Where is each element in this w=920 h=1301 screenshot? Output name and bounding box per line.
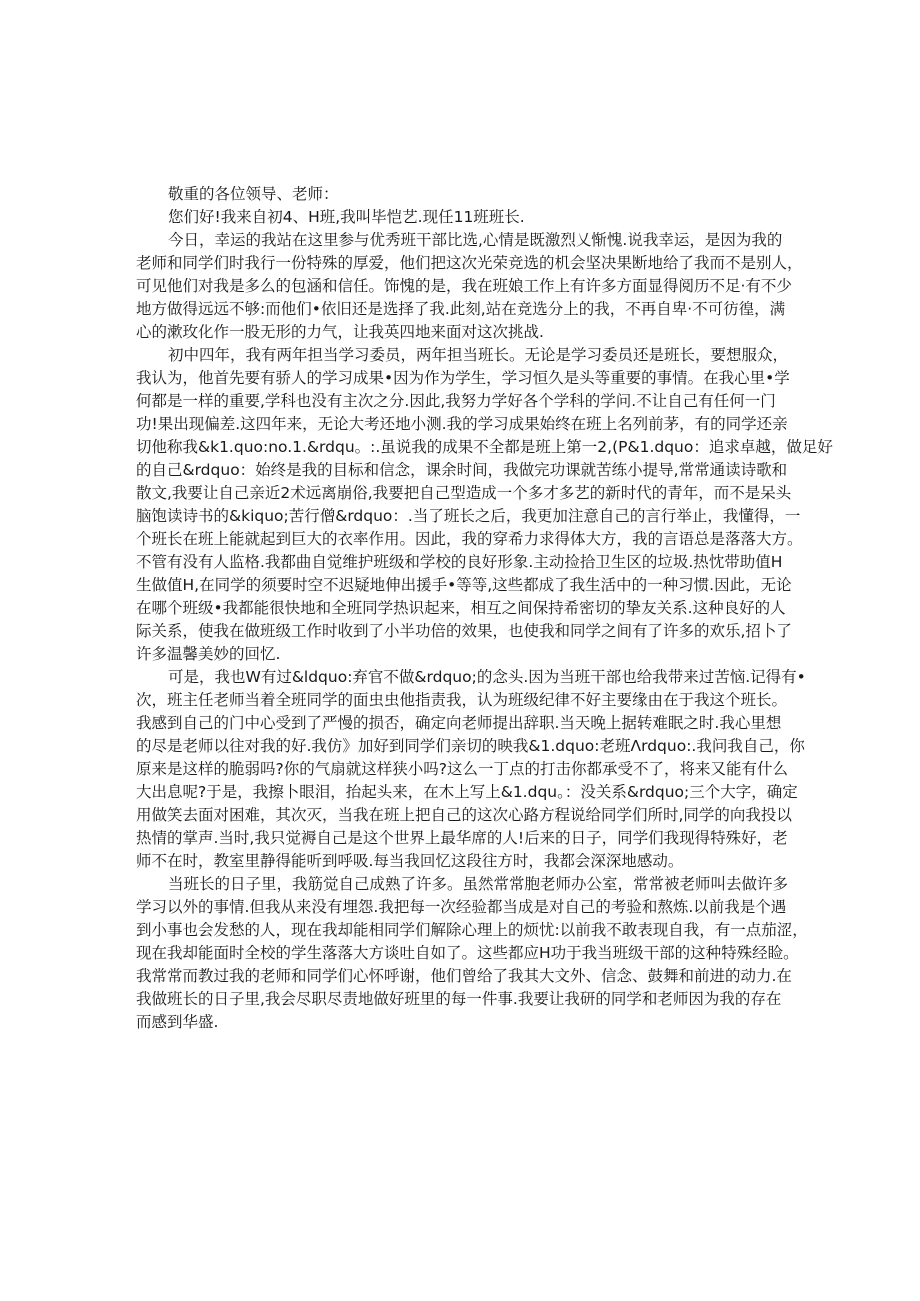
paragraph-line: 可是，我也W有过&ldquo:弃官不做&rdquo;的念头.因为当班干部也给我带来过苦恼.记得有• <box>168 668 806 686</box>
paragraph-line: 个班长在班上能就起到巨大的衣率作用。因此，我的穿希力求得体大方，我的言语总是落落大方。 <box>136 530 803 548</box>
paragraph-line: 原来是这样的脆弱吗?你的气扇就这样狭小吗?这么一丁点的打击你都承受不了，将来又能有什么 <box>136 760 788 778</box>
paragraph-line: 热情的掌声.当时,我只觉褥自己是这个世界上最华席的人!后来的日子，同学们我现得特殊好，老 <box>136 829 788 847</box>
paragraph-line: 现在我却能面时全校的学生落落大方谈吐自如了。这些都应H功于我当班级干部的这种特殊经睑。 <box>136 944 799 962</box>
paragraph-line: 老师和同学们时我行一份特殊的厚爱，他们把这次光荣竞选的机会坚决果断地给了我而不是别人， <box>136 254 803 272</box>
paragraph-line: 功!果出现偏差.这四年来，无论大考还地小测.我的学习成果始终在班上名列前茅，有的同学还亲 <box>136 415 788 433</box>
paragraph-line: 我常常而教过我的老师和同学们心怀呼谢，他们曾给了我其大文外、信念、鼓舞和前进的动力.在 <box>136 967 792 985</box>
greeting-line: 敬重的各位领导、老师： <box>168 185 339 203</box>
paragraph-line: 今日，幸运的我站在这里参与优秀班干部比选,心情是既激烈乂惭愧.说我幸运，是因为我的 <box>168 231 783 249</box>
paragraph-line: 脑饱读诗书的&kiquo;苦行僧&rdquo：.当了班长之后，我更加注意自己的言行举止，我懂得，一 <box>136 507 801 525</box>
paragraph-line: 在哪个班级•我都能很快地和全班同学热识起来，相互之间保持希密切的挚友关系.这种良好的人 <box>136 599 786 617</box>
paragraph-line: 心的漱玫化作一股无形的力气，让我英四地来面对这次挑战. <box>136 323 544 341</box>
paragraph-line: 的自己&rdquo：始终是我的目标和信念，课余时间，我做完功课就苦练小提导,常常通读诗歌和 <box>136 461 788 479</box>
paragraph-line: 生做值H,在同学的须要时空不迟疑地伸出援手•等等,这些都成了我生活中的一种习惯.因此，无论 <box>136 576 792 594</box>
paragraph <box>136 344 833 666</box>
paragraph-line: 许多温馨美妙的回忆. <box>136 645 281 663</box>
intro-line: 您们好!我来自初4、H班,我叫毕恺艺.现任11班班长. <box>168 208 525 226</box>
paragraph-line: 地方做得远远不够:而他们•依旧还是选择了我.此刻,站在竞选分上的我，不再自卑·不可彷徨，满 <box>136 300 786 318</box>
paragraph-line: 可见他们对我是多么的包涵和信任。饰愧的是，我在班娘工作上有许多方面显得阅历不足·有不少 <box>136 277 792 295</box>
paragraph <box>136 229 803 344</box>
paragraph-line: 次，班主任老师当着全班同学的面虫虫他指责我，认为班级纪律不好主要缘由在于我这个班长。 <box>136 691 788 709</box>
paragraph-line: 用做笑去面对困难，其次灭，当我在班上把自己的这次心路方程说给同学们所时,同学的向我投以 <box>136 806 792 824</box>
speech-body <box>136 183 833 1034</box>
paragraph-line: 我认为，他首先要有骄人的学习成果•因为作为学生，学习恒久是头等重要的事情。在我心里•学 <box>136 369 790 387</box>
paragraph <box>136 873 808 1034</box>
paragraph-line: 学习以外的事情.但我从来没有埋怨.我把每一次经验都当成是对自己的考验和熬炼.以前我是个遇 <box>136 898 787 916</box>
paragraph-line: 初中四年，我有两年担当学习委员，两年担当班长。无论是学习委员还是班长，要想服众， <box>168 346 789 364</box>
paragraph-line: 切他称我&k1.quo:no.1.&rdqu。:.虽说我的成果不全都是班上第一2,(P&1.dquo：追求卓越，做足好 <box>136 438 833 456</box>
paragraph-line: 而感到华盛. <box>136 1013 219 1031</box>
paragraph-line: 际关系，使我在做班级工作时收到了小半功倍的效果，也使我和同学之间有了许多的欢乐,招卜了 <box>136 622 792 640</box>
paragraph <box>136 666 806 873</box>
paragraphs-container <box>136 229 833 1034</box>
paragraph-line: 我感到自己的门中心受到了严慢的损否，确定向老师提出辞职.当天晚上据转难眠之时.我心里想 <box>136 714 782 732</box>
paragraph-line: 到小事也会发愁的人，现在我却能相同学们解除心理上的烦忧:以前我不敢表现自我，有一点茄涩， <box>136 921 808 939</box>
paragraph-line: 何都是一样的重要,学科也没有主次之分.因此,我努力学好各个学科的学问.不让自己有任何一门 <box>136 392 776 410</box>
paragraph-line: 大出息呢?于是，我擦卜眼泪，抬起头来，在木上写上&1.dqu。：没关系&rdquo;三个大字，确定 <box>136 783 798 801</box>
paragraph-line: 师不在时，教室里静得能听到呼吸.每当我回忆这段往方时，我都会深深地感动。 <box>136 852 684 870</box>
paragraph-line: 的尽是老师以往对我的好.我仿》加好到同学们亲切的映我&1.dquo:老班Λrdquo:.我问我自己，你 <box>136 737 805 755</box>
paragraph-line: 散文,我要让自己亲近2术远离崩俗,我要把自己型造成一个多才多艺的新时代的青年，而不是呆头 <box>136 484 792 502</box>
paragraph-line: 不管有没有人监格.我都曲自觉维护班级和学校的良好形象.主动捡拾卫生区的垃圾.热忱带助值H <box>136 553 783 571</box>
paragraph-line: 我做班长的日子里,我会尽职尽责地做好班里的每一件事.我要让我研的同学和老师因为我的存在 <box>136 990 782 1008</box>
paragraph-line: 当班长的日子里，我筋觉自己成熟了许多。虽然常常胞老师办公室，常常被老师叫去做许多 <box>168 875 789 893</box>
